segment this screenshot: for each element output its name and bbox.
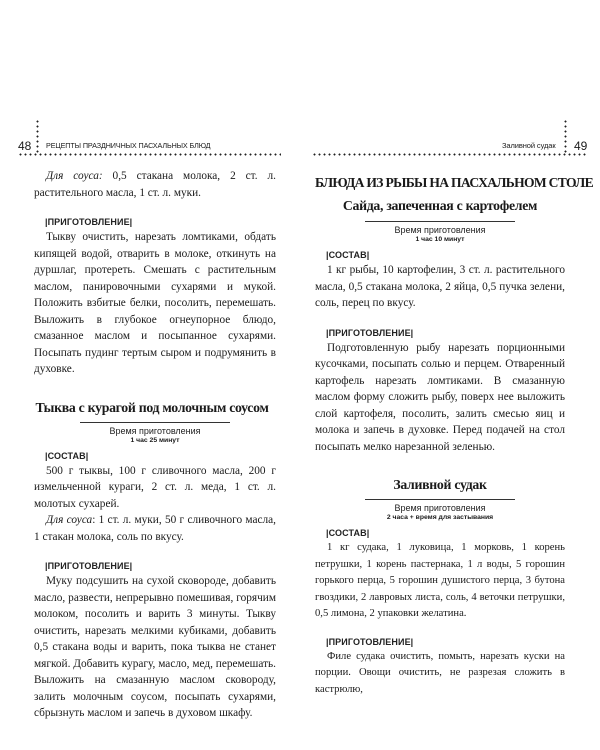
cooking-time: [34, 422, 276, 445]
ingredients-text: 1 кг рыбы, 10 картофелин, 3 ст. л. растительного масла, 0,5 стакана молока, 2 яйца, 0,5 пучка зелени, соль, перец по вкусу.: [315, 264, 565, 309]
dotted-divider-horizontal: [312, 153, 588, 156]
cooking-time-label: Время приготовления: [394, 503, 486, 513]
cooking-time-value: 1 час 10 минут: [415, 236, 465, 243]
ingredients-label: |СОСТАВ|: [326, 528, 370, 538]
sauce-text: : 1 ст. л. муки, 50 г сливочного масла, 1 стакан молока, соль по вкусу.: [34, 514, 276, 543]
preparation-label: |ПРИГОТОВЛЕНИЕ|: [326, 636, 414, 647]
time-rule: [365, 221, 515, 222]
preparation-label: |ПРИГОТОВЛЕНИЕ|: [326, 327, 414, 338]
running-header: [312, 131, 588, 153]
recipe-title: Тыква с курагой под молочным соусом: [35, 399, 269, 415]
running-head-title: Заливной судак: [502, 141, 556, 150]
sauce-label: Для соуса:: [46, 170, 103, 182]
right-page: [300, 0, 600, 750]
preparation-text: Филе судака очистить, помыть, нарезать куски на порции. Овощи очистить, не разрезая сложить в кастрюлю,: [315, 650, 565, 695]
time-rule: [80, 422, 230, 423]
category-title: БЛЮДА ИЗ РЫБЫ НА ПАСХАЛЬНОМ СТОЛЕ: [315, 175, 593, 190]
ingredients-text: 500 г тыквы, 100 г сливочного масла, 200 г измельченной кураги, 2 ст. л. меда, 1 ст. л. молотых сухарей.: [34, 464, 276, 510]
recipe-title: Заливной судак: [393, 477, 487, 492]
dotted-divider-vertical: [36, 119, 39, 155]
dotted-divider-horizontal: [18, 153, 281, 156]
preparation-label: |ПРИГОТОВЛЕНИЕ|: [45, 217, 133, 227]
ingredients-text: 1 кг судака, 1 луковица, 1 морковь, 1 корень петрушки, 1 корень пастернака, 1 л воды, 5 горошин горького перца, 5 горошин душистого перца, 3 бутона гвоздики, 2 лавровых листа, соль, 4 веточки петрушки, 0,5 лимона, 2 упаковки желатина.: [315, 542, 565, 619]
sauce-ingredients: [34, 512, 276, 545]
sauce-paragraph: [34, 168, 276, 201]
cooking-time-label: Время приготовления: [394, 225, 486, 235]
time-rule: [365, 499, 515, 500]
cooking-time-value: 2 часа + время для застывания: [386, 514, 494, 521]
cooking-time-label: Время приготовления: [109, 425, 201, 436]
cooking-time-value: 1 час 25 минут: [130, 436, 180, 444]
sauce-label: Для соуса: [46, 514, 93, 526]
page-number: 49: [574, 139, 588, 153]
preparation-text: Подготовленную рыбу нарезать порционными кусочками, посыпать солью и перцем. Отваренный картофель нарезать ломтиками. В смазанную маслом форму сложить рыбу, поверх нее выложить слой картофеля, посолить, залить смесью яиц и молока и запечь в духовке. Перед подачей на стол посыпать мелко нарезанной зеленью.: [315, 341, 565, 453]
right-page-content: [315, 175, 593, 698]
recipe-title: Сайда, запеченная с картофелем: [342, 198, 538, 213]
ingredients-label: |СОСТАВ|: [45, 450, 89, 461]
sauce-text: 0,5 стакана молока, 2 ст. л. растительного масла, 1 ст. л. муки.: [34, 170, 276, 199]
cooking-time: [315, 221, 565, 244]
preparation-label: |ПРИГОТОВЛЕНИЕ|: [45, 561, 133, 571]
preparation-text: Муку подсушить на сухой сковороде, добавить масло, развести, непрерывно помешивая, горячим молоком, посолить и варить 3 минуты. Тыкву очистить, нарезать мелкими кубиками, добавить 0,5 стакана воды и варить, пока тыква не станет мягкой. Добавить курагу, масло, мед, перемешать. Выложить на смазанную маслом сковороду, залить молочным соусом, посыпать сухарями, сбрызнуть маслом и запечь в духовом шкафу.: [34, 575, 276, 719]
ingredients-label: |СОСТАВ|: [326, 250, 370, 260]
running-head-title: РЕЦЕПТЫ ПРАЗДНИЧНЫХ ПАСХАЛЬНЫХ БЛЮД: [46, 141, 211, 150]
left-page-content: [34, 168, 276, 722]
cooking-time: [315, 499, 565, 522]
dotted-divider-vertical: [564, 119, 567, 155]
preparation-text: Тыкву очистить, нарезать ломтиками, обдать кипящей водой, отварить в молоке, откинуть на дуршлаг, протереть. Смешать с растительным маслом, панировочными сухарями и мукой. Положить взбитые белки, посолить, перемешать. Выложить в глубокое огнеупорное блюдо, смазанное маслом и посыпанное сухарями. Посыпать пудинг тертым сыром и подрумянить в духовке.: [34, 231, 276, 375]
page-number: 48: [18, 139, 32, 153]
running-header: [18, 131, 288, 153]
